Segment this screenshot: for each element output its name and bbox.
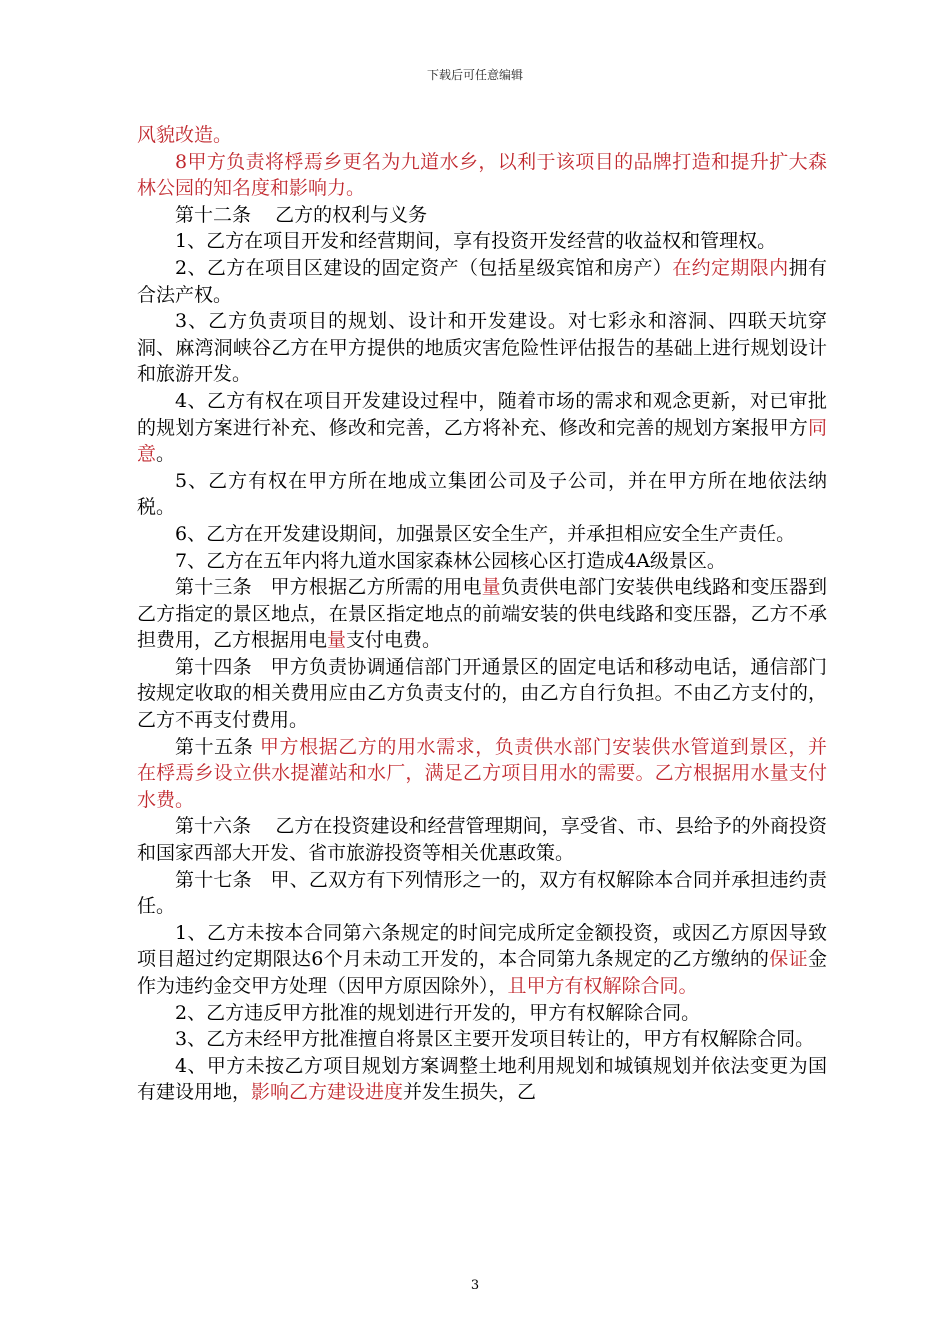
highlighted-text: 保证 xyxy=(769,948,808,971)
paragraph xyxy=(137,734,827,814)
text-segment: 第十七条 甲、乙双方有下列情形之一的，双方有权解除本合同并承担违约责任。 xyxy=(137,868,827,918)
text-segment: 并发生损失，乙 xyxy=(403,1081,537,1104)
paragraph xyxy=(137,654,827,734)
paragraph xyxy=(137,1026,827,1053)
highlighted-text: 在约定期限内 xyxy=(672,256,789,279)
text-segment: 拥有合法产权。 xyxy=(137,256,827,306)
paragraph xyxy=(137,255,827,308)
text-segment: 。 xyxy=(156,443,176,466)
highlighted-text: 风貌改造。 xyxy=(137,124,233,146)
text-segment: 第十四条 甲方负责协调通信部门开通景区的固定电话和移动电话，通信部门按规定收取的相关费用应由乙方负责支付的，由乙方自行负担。不由乙方支付的，乙方不再支付费用。 xyxy=(137,655,827,732)
text-segment: 金作为违约金交甲方处理（因甲方原因除外）， xyxy=(137,948,827,997)
text-segment: 第十五条 xyxy=(175,735,260,758)
text-segment: 3、乙方未经甲方批准擅自将景区主要开发项目转让的，甲方有权解除合同。 xyxy=(175,1028,815,1051)
text-segment: 5、乙方有权在甲方所在地成立集团公司及子公司，并在甲方所在地依法纳税。 xyxy=(137,469,827,519)
paragraph xyxy=(137,468,827,521)
paragraph xyxy=(137,521,827,548)
text-segment: 6、乙方在开发建设期间，加强景区安全生产，并承担相应安全生产责任。 xyxy=(175,522,796,545)
text-segment: 7、乙方在五年内将九道水国家森林公园核心区打造成4A级景区。 xyxy=(175,549,726,572)
paragraph xyxy=(137,228,827,255)
paragraph xyxy=(137,920,827,1000)
paragraph xyxy=(137,149,827,202)
text-segment: 支付电费。 xyxy=(346,629,442,652)
paragraph xyxy=(137,388,827,468)
paragraph xyxy=(137,1000,827,1027)
paragraph xyxy=(137,867,827,920)
paragraph xyxy=(137,308,827,388)
text-segment: 负责供电部门安装供电线路和变压器到乙方指定的景区地点，在景区指定地点的前端安装的供电线路和变压器，乙方不承担费用，乙方根据用电 xyxy=(137,576,827,652)
highlighted-text: 甲方根据乙方的用水需求，负责供水部门安装供水管道到景区，并在桴焉乡设立供水提灌站和水厂，满足乙方项目用水的需要。乙方根据用水量支付水费。 xyxy=(137,735,827,811)
text-segment: 1、乙方未按本合同第六条规定的时间完成所定金额投资，或因乙方原因导致项目超过约定期限达6个月未动工开发的，本合同第九条规定的乙方缴纳的 xyxy=(137,921,827,971)
highlighted-text: 影响乙方建设进度 xyxy=(251,1081,404,1104)
page-number: 3 xyxy=(470,1278,480,1293)
text-segment: 1、乙方在项目开发和经营期间，享有投资开发经营的收益权和管理权。 xyxy=(175,230,777,253)
paragraph xyxy=(137,574,827,654)
highlighted-text: 且甲方有权解除合同。 xyxy=(507,975,698,997)
text-segment: 第十三条 甲方根据乙方所需的用电 xyxy=(175,576,482,599)
document-body xyxy=(137,122,827,1106)
text-segment: 第十二条 乙方的权利与义务 xyxy=(175,203,428,226)
paragraph xyxy=(137,122,827,149)
paragraph xyxy=(137,1053,827,1106)
text-segment: 2、乙方违反甲方批准的规划进行开发的，甲方有权解除合同。 xyxy=(175,1001,701,1024)
text-segment: 4、甲方未按乙方项目规划方案调整土地利用规划和城镇规划并依法变更为国有建设用地， xyxy=(137,1054,827,1104)
paragraph xyxy=(137,813,827,866)
page-header: 下载后可任意编辑 xyxy=(426,68,523,82)
highlighted-text: 量 xyxy=(481,576,501,599)
highlighted-text: 量 xyxy=(327,629,347,652)
text-segment: 3、乙方负责项目的规划、设计和开发建设。对七彩永和溶洞、四联天坑穿洞、麻湾洞峡谷乙方在甲方提供的地质灾害危险性评估报告的基础上进行规划设计和旅游开发。 xyxy=(137,310,827,386)
highlighted-text: 8甲方负责将桴焉乡更名为九道水乡，以利于该项目的品牌打造和提升扩大森林公园的知名度和影响力。 xyxy=(137,150,827,200)
highlighted-text: 同意 xyxy=(137,416,827,466)
paragraph xyxy=(137,548,827,575)
text-segment: 第十六条 乙方在投资建设和经营管理期间，享受省、市、县给予的外商投资和国家西部大开发、省市旅游投资等相关优惠政策。 xyxy=(137,815,827,865)
text-segment: 2、乙方在项目区建设的固定资产（包括星级宾馆和房产） xyxy=(175,256,673,279)
text-segment: 4、乙方有权在项目开发建设过程中，随着市场的需求和观念更新，对已审批的规划方案进行补充、修改和完善，乙方将补充、修改和完善的规划方案报甲方 xyxy=(137,389,827,439)
paragraph xyxy=(137,202,827,229)
